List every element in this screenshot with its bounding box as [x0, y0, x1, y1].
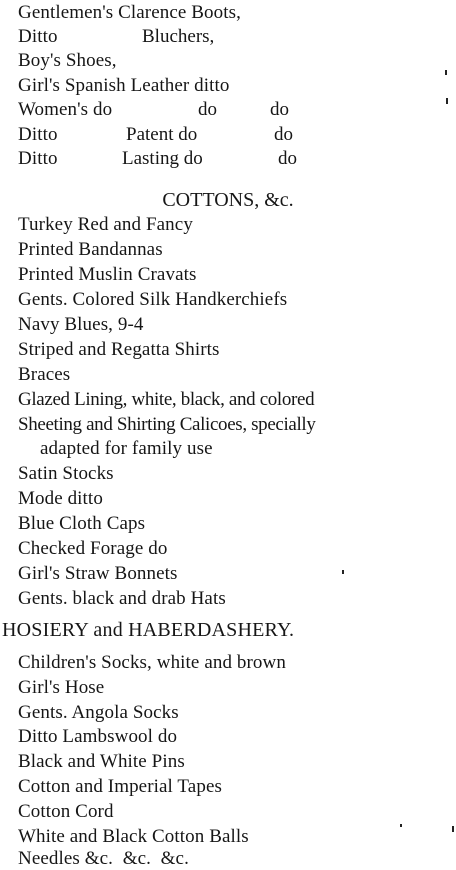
hosiery-item: Cotton and Imperial Tapes	[18, 776, 222, 797]
cottons-item: Gents. black and drab Hats	[18, 588, 226, 609]
cottons-item: Navy Blues, 9-4	[18, 314, 144, 335]
print-speck	[445, 70, 447, 75]
boots-item: Boy's Shoes,	[18, 50, 117, 71]
hosiery-item: Gents. Angola Socks	[18, 702, 179, 723]
hosiery-item: Girl's Hose	[18, 677, 105, 698]
boots-item-col2: Patent do	[126, 124, 198, 145]
boots-item-col3: do	[270, 99, 289, 120]
cottons-item: Printed Muslin Cravats	[18, 264, 197, 285]
print-speck	[400, 824, 402, 827]
hosiery-item: Cotton Cord	[18, 801, 114, 822]
cottons-item-continuation: adapted for family use	[40, 438, 213, 459]
boots-item: Women's do	[18, 99, 113, 120]
cottons-item: Turkey Red and Fancy	[18, 214, 193, 235]
boots-item: Ditto	[18, 124, 58, 145]
hosiery-heading: HOSIERY and HABERDASHERY.	[2, 619, 295, 641]
boots-item-col2: Lasting do	[122, 148, 203, 169]
hosiery-item: Ditto Lambswool do	[18, 726, 178, 747]
cottons-item: Braces	[18, 364, 71, 385]
cottons-item: Gents. Colored Silk Handkerchiefs	[18, 289, 288, 310]
cottons-item: Satin Stocks	[18, 463, 114, 484]
boots-item-col2: do	[198, 99, 217, 120]
print-speck	[446, 98, 448, 104]
cottons-item: Printed Bandannas	[18, 239, 163, 260]
print-speck	[452, 826, 454, 832]
cottons-item: Glazed Lining, white, black, and colored	[18, 389, 315, 410]
boots-item-col2: Bluchers,	[142, 26, 215, 47]
boots-item-col3: do	[278, 148, 297, 169]
cottons-item: Blue Cloth Caps	[18, 513, 146, 534]
hosiery-item: White and Black Cotton Balls	[18, 826, 249, 847]
boots-item: Ditto	[18, 26, 58, 47]
cottons-heading: COTTONS, &c.	[162, 189, 294, 211]
cottons-item: Sheeting and Shirting Calicoes, specially	[18, 414, 316, 435]
hosiery-item: Black and White Pins	[18, 751, 185, 772]
boots-item: Ditto	[18, 148, 58, 169]
cottons-item: Girl's Straw Bonnets	[18, 563, 178, 584]
hosiery-item: Children's Socks, white and brown	[18, 652, 286, 673]
cottons-item: Mode ditto	[18, 488, 103, 509]
print-speck	[342, 570, 344, 574]
boots-item: Girl's Spanish Leather ditto	[18, 75, 230, 96]
cottons-item: Checked Forage do	[18, 538, 168, 559]
boots-item-col3: do	[274, 124, 293, 145]
cottons-item: Striped and Regatta Shirts	[18, 339, 220, 360]
boots-item: Gentlemen's Clarence Boots,	[18, 2, 241, 23]
hosiery-item: Needles &c. &c. &c.	[18, 848, 189, 869]
